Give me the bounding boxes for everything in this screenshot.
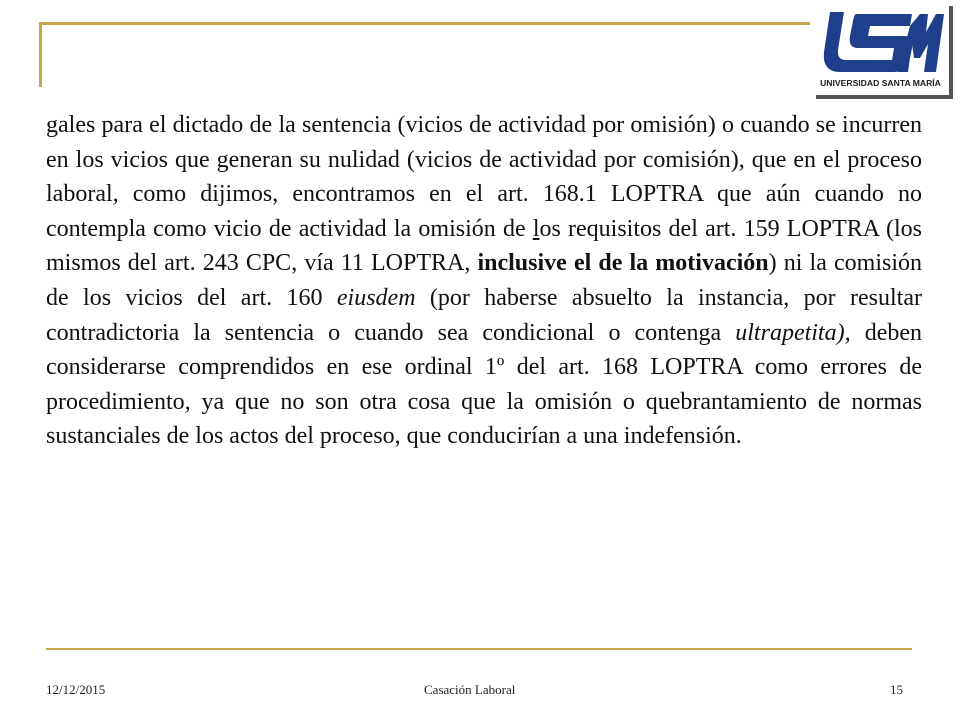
- body-seg6: (por haberse absuelto la instancia, por resultar contradictoria la sentencia o cuando sea condicional o contenga: [46, 284, 922, 346]
- frame-left-line: [39, 22, 42, 87]
- body-seg2-u: l: [532, 215, 540, 242]
- body-seg3-bold: inclusive el de la motivación: [477, 250, 769, 277]
- logo-text: UNIVERSIDAD SANTA MARÍA: [820, 78, 941, 88]
- frame-top-line: [39, 22, 810, 25]
- usm-logo-icon: [812, 2, 949, 95]
- body-seg1-pre: g: [46, 112, 58, 138]
- body-seg1-post: ales para el dictado de la sentencia (vicios de actividad por omisión) o cuando se incurren en los vicios que generan su nulidad (vicios de actividad por comisión), que en el proceso laboral, como dijimos, encontramos en el art. 168.1 LOPTRA que aún cuando no contempla como vicio de actividad la omisión de: [46, 112, 922, 242]
- footer-title: Casación Laboral: [424, 682, 516, 697]
- university-logo: [812, 2, 949, 95]
- slide-body-text: [46, 108, 922, 454]
- body-seg8: deben considerarse comprendidos en ese ordinal 1º del art. 168 LOPTRA como errores de procedimiento, ya que no son otra cosa que la omisión o quebrantamiento de normas sustanciales de los actos del proceso, que conducirían a una indefensión.: [46, 319, 922, 450]
- body-seg2-post: os requisitos del art. 159 LOPTRA (los mismos del art. 243 CPC, vía 11 LOPTRA,: [46, 215, 922, 277]
- footer-page-number: 15: [890, 682, 903, 697]
- frame-bottom-line: [46, 648, 912, 650]
- body-seg4: ) ni la comisión de los vicios del art. 160: [46, 250, 922, 311]
- body-seg5-italic: eiusdem: [336, 284, 416, 311]
- footer-date: 12/12/2015: [46, 682, 106, 697]
- body-seg7-italic: ultrapetita),: [735, 319, 851, 346]
